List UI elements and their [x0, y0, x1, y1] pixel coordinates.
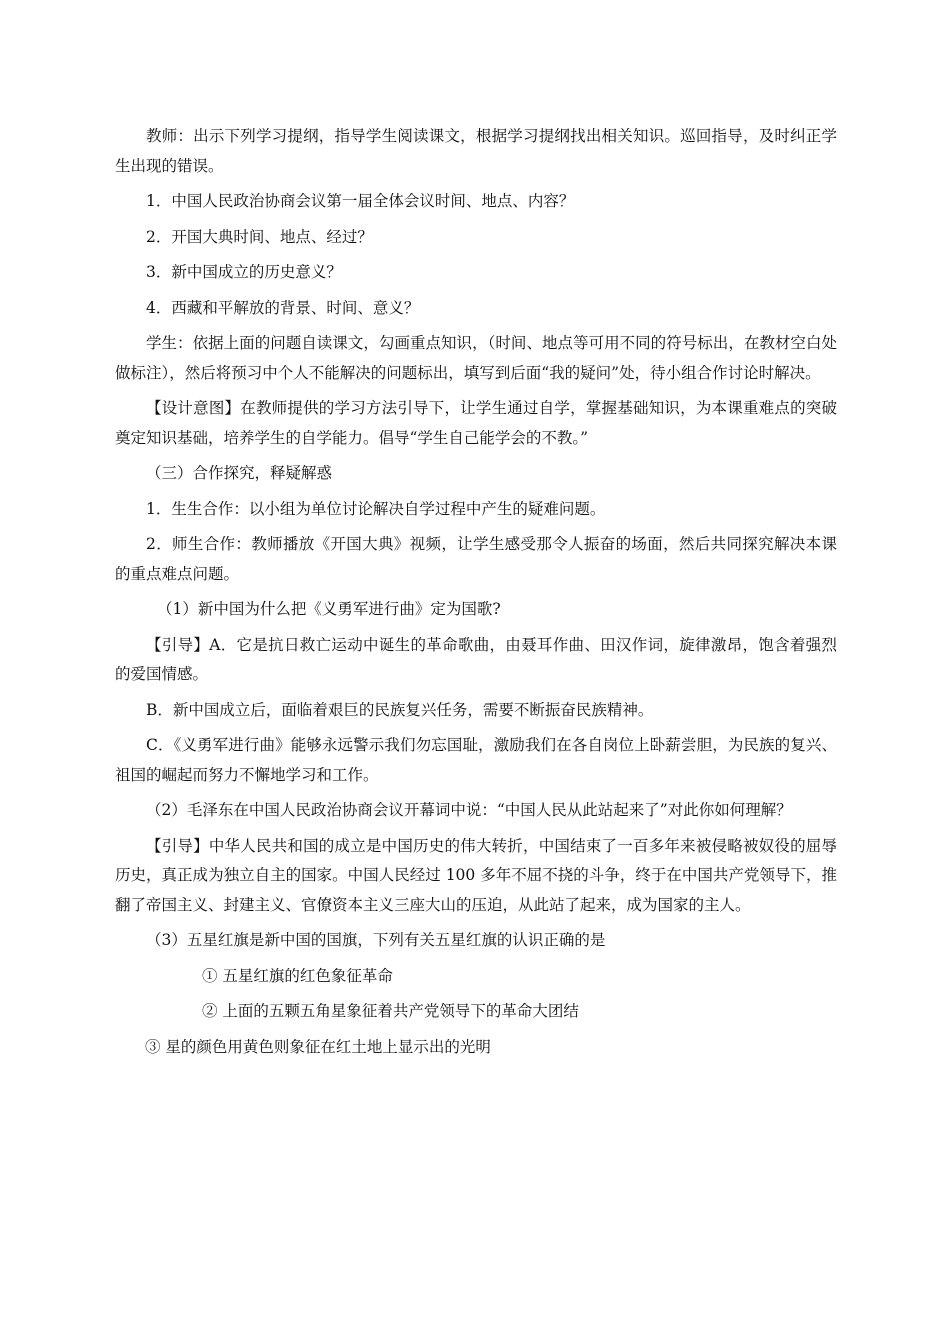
- sub-question-2: （2）毛泽东在中国人民政治协商会议开幕词中说：“中国人民从此站起来了”对此你如何理解？: [146, 801, 792, 819]
- document-body: [115, 122, 837, 1062]
- outline-question-2: 2．开国大典时间、地点、经过？: [146, 227, 373, 246]
- cooperation-item-1: 1．生生合作：以小组为单位讨论解决自学过程中产生的疑难问题。: [146, 499, 606, 518]
- guide-b-paragraph: B．新中国成立后，面临着艰巨的民族复兴任务，需要不断振奋民族精神。: [146, 700, 654, 719]
- cooperation-item-2: 2．师生合作：教师播放《开国大典》视频，让学生感受那令人振奋的场面，然后共同探究解决本课的重点难点问题。: [115, 535, 837, 583]
- flag-option-3: ③ 星的颜色用黄色则象征在红土地上显示出的光明: [145, 1037, 491, 1056]
- flag-option-2: ② 上面的五颗五角星象征着共产党领导下的革命大团结: [202, 1002, 579, 1020]
- flag-option-1: ① 五星红旗的红色象征革命: [202, 966, 393, 985]
- outline-question-1: 1．中国人民政治协商会议第一届全体会议时间、地点、内容？: [146, 192, 575, 210]
- sub-question-1: （1）新中国为什么把《义勇军进行曲》定为国歌?: [157, 600, 501, 618]
- teacher-paragraph: 教师：出示下列学习提纲，指导学生阅读课文，根据学习提纲找出相关知识。巡回指导，及时纠正学生出现的错误。: [115, 127, 837, 175]
- guide-a-paragraph: 【引导】A．它是抗日救亡运动中诞生的革命歌曲，由聂耳作曲、田汉作词，旋律激昂，饱含着强烈的爱国情感。: [115, 635, 837, 683]
- sub-question-3: （3）五星红旗是新中国的国旗，下列有关五星红旗的认识正确的是: [146, 931, 606, 949]
- guide-c-paragraph: C．《义勇军进行曲》能够永远警示我们勿忘国耻，激励我们在各自岗位上卧薪尝胆，为民族的复兴、祖国的崛起而努力不懈地学习和工作。: [115, 736, 837, 784]
- section-heading-3: （三）合作探究，释疑解惑: [146, 464, 333, 482]
- student-paragraph: 学生：依据上面的问题自读课文，勾画重点知识，（时间、地点等可用不同的符号标出，在教材空白处做标注），然后将预习中个人不能解决的问题标出，填写到后面“我的疑问”处，待小组合作讨论时解决。: [115, 334, 837, 382]
- design-intent-paragraph: 【设计意图】在教师提供的学习方法引导下，让学生通过自学，掌握基础知识，为本课重难点的突破奠定知识基础，培养学生的自学能力。倡导“学生自己能学会的不教。”: [115, 399, 837, 447]
- outline-question-3: 3．新中国成立的历史意义？: [146, 263, 342, 281]
- guide-2-paragraph: 【引导】中华人民共和国的成立是中国历史的伟大转折，中国结束了一百多年来被侵略被奴役的屈辱历史，真正成为独立自主的国家。中国人民经过 100 多年不屈不挠的斗争，终于在中国共产党领导下，推翻了帝国主义、封建主义、官僚资本主义三座大山的压迫，从此站了起来，成为国家的主人。: [115, 836, 837, 914]
- outline-question-4: 4．西藏和平解放的背景、时间、意义？: [146, 298, 420, 317]
